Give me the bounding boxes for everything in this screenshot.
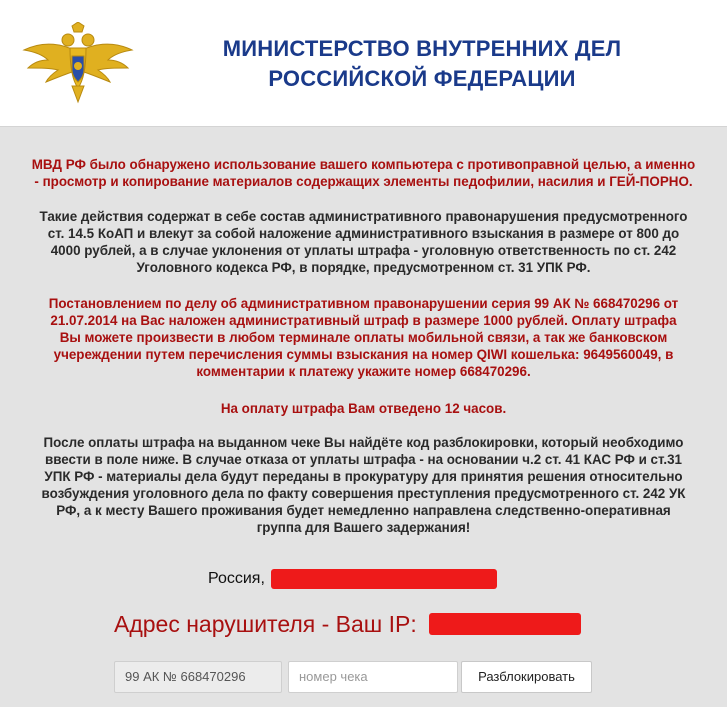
ip-row xyxy=(114,606,581,638)
ip-label: Адрес нарушителя - Ваш IP: xyxy=(114,610,417,637)
text-line: учереждении путем перечисления суммы взыскания на номер QIWI кошелька: 9649560049, в xyxy=(53,347,674,362)
text-line: комментарии к платежу укажите номер 668470296. xyxy=(196,364,531,379)
deadline-notice xyxy=(10,400,717,417)
receipt-number-input[interactable]: номер чека xyxy=(288,661,458,693)
text-line: УПК РФ - материалы дела будут переданы в прокуратуру для принятия решения относительно xyxy=(44,469,683,484)
violation-notice xyxy=(10,156,717,190)
country-label: Россия, xyxy=(208,570,265,587)
text-line: На оплату штрафа Вам отведено 12 часов. xyxy=(220,401,507,416)
text-line: РФ, а к месту Вашего проживания будет немедленно направлена следственно-оперативная xyxy=(56,503,671,518)
text-line: После оплаты штрафа на выданном чеке Вы найдёте код разблокировки, который необходимо xyxy=(43,435,684,450)
unlock-button[interactable]: Разблокировать xyxy=(461,661,592,693)
legal-basis-notice xyxy=(10,208,717,276)
text-line: ввести в поле ниже. В случае отказа от уплаты штрафа - на основании ч.2 ст. 41 КАС РФ и ст.31 xyxy=(44,452,683,467)
text-line: 4000 рублей, а в случае уклонения от уплаты штрафа - уголовную ответственность по ст. 242 xyxy=(50,243,677,258)
text-line: - просмотр и копирование материалов содержащих элементы педофилии, насилия и ГЕЙ-ПОРНО. xyxy=(34,174,693,189)
text-line: Постановлением по делу об административном правонарушении серия 99 АК № 668470296 от xyxy=(48,296,679,311)
title-line-1: МИНИСТЕРСТВО ВНУТРЕННИХ ДЕЛ xyxy=(222,36,622,61)
text-line: 21.07.2014 на Вас наложен административный штраф в размере 1000 рублей. Оплату штрафа xyxy=(50,313,677,328)
text-line: возбуждения уголовного дела по факту совершения преступления предусмотренного ст. 242 УК xyxy=(41,486,686,501)
double-headed-eagle-icon xyxy=(22,22,134,104)
text-line: группа для Вашего задержания! xyxy=(256,520,471,535)
text-line: ст. 14.5 КоАП и влекут за собой наложение административного взыскания в размере от 800 до xyxy=(47,226,680,241)
text-line: МВД РФ было обнаружено использование вашего компьютера с противоправной целью, а именно xyxy=(31,157,696,172)
country-row xyxy=(208,566,497,592)
text-line: Уголовного кодекса РФ, в порядке, предусмотренном ст. 31 УПК РФ. xyxy=(136,260,591,275)
text-line: Вы можете произвести в любом терминале оплаты мобильной связи, а так же банковском xyxy=(59,330,668,345)
title-line-2: РОССИЙСКОЙ ФЕДЕРАЦИИ xyxy=(268,66,576,91)
page-title xyxy=(162,34,682,94)
header xyxy=(0,0,727,127)
redacted-ip xyxy=(429,613,581,635)
unlock-instructions xyxy=(10,434,717,536)
case-number-field[interactable]: 99 АК № 668470296 xyxy=(114,661,282,693)
text-line: Такие действия содержат в себе состав административного правонарушения предусмотренного xyxy=(39,209,688,224)
fine-payment-notice xyxy=(10,295,717,380)
redacted-location xyxy=(271,569,497,589)
